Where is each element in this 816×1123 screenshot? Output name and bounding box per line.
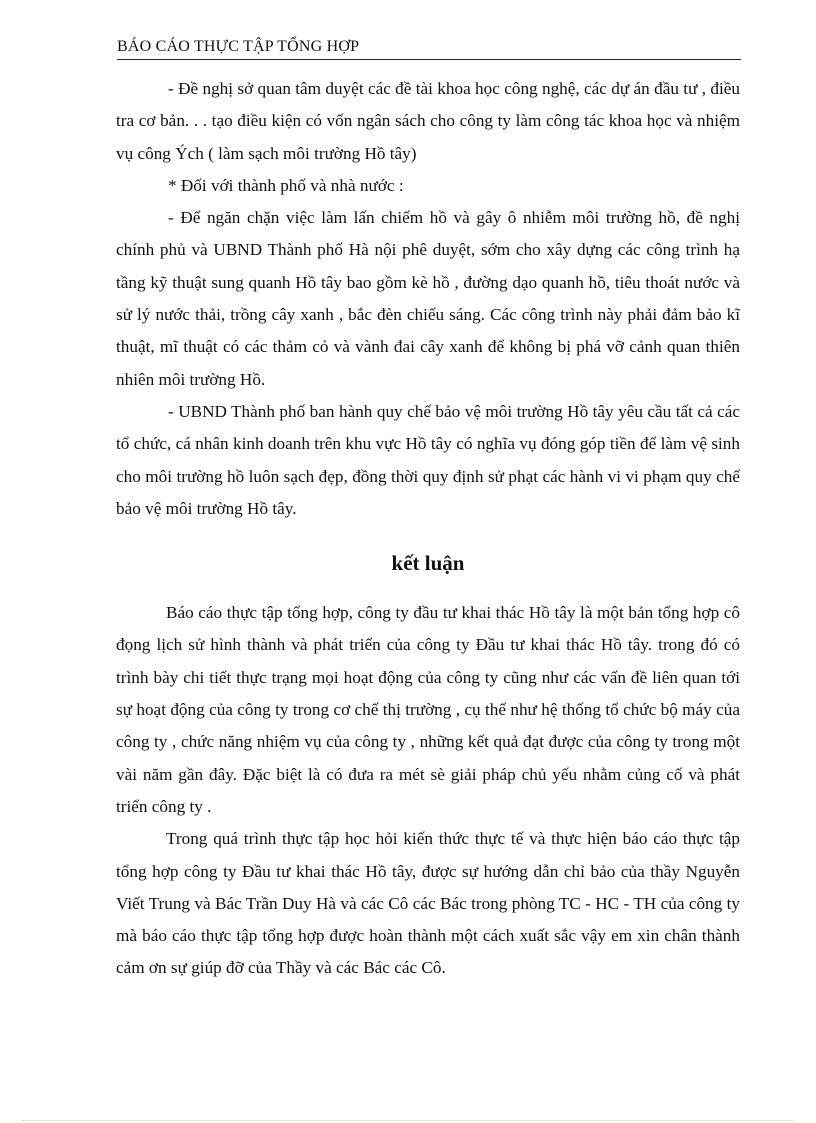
paragraph-proposal-department: - Đề nghị sở quan tâm duyệt các đề tài khoa học công nghệ, các dự án đầu tư , điều tra cơ bản. . . tạo điều kiện có vốn ngân sách cho công ty làm công tác khoa học và nhiệm vụ công Ých ( làm sạch môi trường Hồ tây) xyxy=(116,79,740,163)
section-title-conclusion: kết luận xyxy=(391,551,465,576)
paragraph-conclusion-thanks: Trong quá trình thực tập học hỏi kiến thức thực tế và thực hiện báo cáo thực tập tổng hợp công ty Đầu tư khai thác Hồ tây, được sự hướng dẫn chỉ bảo của thầy Nguyễn Viết Trung và Bác Trần Duy Hà và các Cô các Bác trong phòng TC - HC - TH của công ty mà báo cáo thực tập tổng hợp được hoàn thành một cách xuất sắc vậy em xin chân thành cảm ơn sự giúp đỡ của Thầy và các Bác các Cô. xyxy=(116,829,740,978)
page-header: BÁO CÁO THỰC TẬP TỔNG HỢP xyxy=(117,38,741,60)
paragraph-city-state-heading: * Đối với thành phố và nhà nước : xyxy=(168,175,404,195)
page-bottom-divider xyxy=(22,1120,794,1121)
paragraph-conclusion-summary: Báo cáo thực tập tổng hợp, công ty đầu tư khai thác Hồ tây là một bản tổng hợp cô đọng lịch sử hình thành và phát triển của công ty Đầu tư khai thác Hồ tây. trong đó có trình bày chi tiết thực trạng mọi hoạt động của công ty cũng như các vấn đề liên quan tới sự hoạt động của công ty trong cơ chế thị trường , cụ thể như hệ thống tổ chức bộ máy của công ty , chức năng nhiệm vụ của công ty , những kết quả đạt được của công ty trong một vài năm gần đây. Đặc biệt là có đưa ra mét sè giải pháp chủ yếu nhằm củng cố và phát triển công ty . xyxy=(116,603,740,816)
paragraph-ubnd-regulation: - UBND Thành phố ban hành quy chế bảo vệ môi trường Hồ tây yêu cầu tất cả các tổ chức, cá nhân kinh doanh trên khu vực Hồ tây có nghĩa vụ đóng góp tiền để làm vệ sinh cho môi trường hồ luôn sạch đẹp, đồng thời quy định sử phạt các hành vi vi phạm quy chế bảo vệ môi trường Hồ tây. xyxy=(116,401,740,518)
document-body xyxy=(116,73,740,985)
paragraph-prevent-encroachment: - Để ngăn chặn việc làm lấn chiếm hồ và gây ô nhiễm môi trường hồ, đề nghị chính phủ và UBND Thành phố Hà nội phê duyệt, sớm cho xây dựng các công trình hạ tầng kỹ thuật sung quanh Hồ tây bao gồm kè hồ , đường dạo quanh hồ, tiêu thoát nước và sử lý nước thải, trồng cây xanh , bắc đèn chiếu sáng. Các công trình này phải đảm bảo kĩ thuật, mĩ thuật có các thảm cỏ và vành đai cây xanh để không bị phá vỡ cảnh quan thiên nhiên môi trường Hồ. xyxy=(116,208,740,389)
